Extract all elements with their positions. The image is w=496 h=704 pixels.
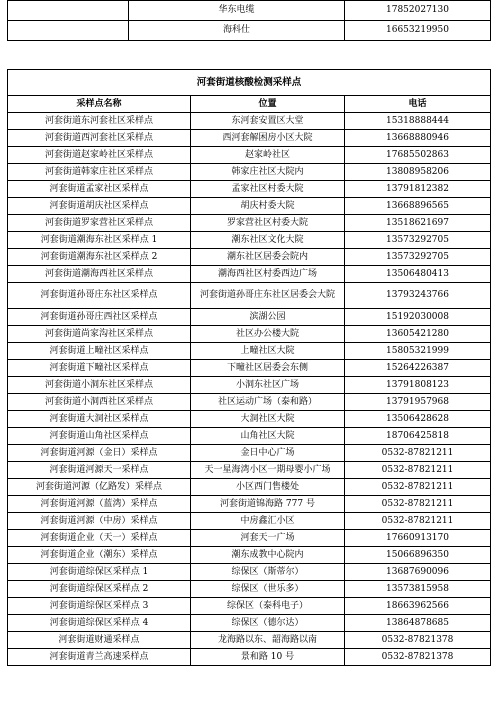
cell-location: 河套街道孙哥庄东社区居委会大院 (191, 283, 345, 309)
cell-name: 河套街道山角社区采样点 (8, 428, 191, 445)
table-row (8, 530, 491, 547)
cell-phone: 13791812382 (345, 181, 491, 198)
cell-name: 河套街道下疃社区采样点 (8, 360, 191, 377)
cell-location: 潮东社区文化大院 (191, 232, 345, 249)
table-row (8, 164, 491, 181)
cell-phone: 13573292705 (345, 249, 491, 266)
table-row (8, 113, 491, 130)
cell-location: 滨湖公园 (191, 309, 345, 326)
table-row (8, 445, 491, 462)
cell-location: 景和路 10 号 (191, 649, 345, 666)
sampling-points-table (7, 69, 491, 666)
cell-phone: 13605421280 (345, 326, 491, 343)
table-row (8, 547, 491, 564)
cell-name: 河套街道河源天一采样点 (8, 462, 191, 479)
cell-location: 潮东成教中心院内 (191, 547, 345, 564)
table-row (8, 496, 491, 513)
cell-phone: 13668880946 (345, 130, 491, 147)
cell-phone: 0532-87821378 (345, 632, 491, 649)
table-row (8, 649, 491, 666)
top-row (8, 21, 491, 41)
cell-location: 韩家庄社区大院内 (191, 164, 345, 181)
cell-location: 金日中心广场 (191, 445, 345, 462)
table-row (8, 181, 491, 198)
cell-name: 河套街道赵家岭社区采样点 (8, 147, 191, 164)
cell-phone: 18663962566 (345, 598, 491, 615)
table-row (8, 411, 491, 428)
cell-location: 龙海路以东、韶海路以南 (191, 632, 345, 649)
cell-name: 河套街道小洞西社区采样点 (8, 394, 191, 411)
top-row (8, 1, 491, 21)
cell-phone: 18706425818 (345, 428, 491, 445)
cell-location: 罗家营社区村委大院 (191, 215, 345, 232)
cell-name: 河套街道尚家沟社区采样点 (8, 326, 191, 343)
header-location: 位置 (191, 96, 345, 113)
cell-location: 大洞社区大院 (191, 411, 345, 428)
cell-location: 东河套安置区大堂 (191, 113, 345, 130)
cell-phone: 17685502863 (345, 147, 491, 164)
cell-phone: 13791957968 (345, 394, 491, 411)
table-row (8, 513, 491, 530)
cell-name: 河套街道河源（亿路发）采样点 (8, 479, 191, 496)
top-empty-cell (8, 1, 129, 21)
cell-phone: 15264226387 (345, 360, 491, 377)
table-row (8, 564, 491, 581)
cell-name: 河套街道孙哥庄东社区采样点 (8, 283, 191, 309)
cell-phone: 15192030008 (345, 309, 491, 326)
cell-name: 河套街道潮海西社区采样点 (8, 266, 191, 283)
top-name-cell: 海科仕 (129, 21, 345, 41)
cell-location: 综保区（泰科电子） (191, 598, 345, 615)
top-name-cell: 华东电缆 (129, 1, 345, 21)
table-row (8, 266, 491, 283)
cell-location: 西河套解困房小区大院 (191, 130, 345, 147)
cell-name: 河套街道孟家社区采样点 (8, 181, 191, 198)
cell-name: 河套街道企业（潮东）采样点 (8, 547, 191, 564)
cell-phone: 13573815958 (345, 581, 491, 598)
top-empty-cell (8, 21, 129, 41)
cell-phone: 0532-87821211 (345, 462, 491, 479)
table-row (8, 147, 491, 164)
cell-location: 山角社区大院 (191, 428, 345, 445)
cell-phone: 13518621697 (345, 215, 491, 232)
cell-phone: 15066896350 (345, 547, 491, 564)
cell-name: 河套街道河源（中房）采样点 (8, 513, 191, 530)
table-row (8, 377, 491, 394)
table-row (8, 360, 491, 377)
cell-phone: 0532-87821211 (345, 445, 491, 462)
cell-name: 河套街道上疃社区采样点 (8, 343, 191, 360)
cell-name: 河套街道综保区采样点 4 (8, 615, 191, 632)
cell-location: 河套街道锦海路 777 号 (191, 496, 345, 513)
table-row (8, 428, 491, 445)
cell-location: 潮海西社区村委西边广场 (191, 266, 345, 283)
cell-location: 综保区（德尔达） (191, 615, 345, 632)
cell-location: 小区西门售楼处 (191, 479, 345, 496)
table-row (8, 462, 491, 479)
cell-phone: 15318888444 (345, 113, 491, 130)
cell-location: 胡庆村委大院 (191, 198, 345, 215)
header-name: 采样点名称 (8, 96, 191, 113)
table-row (8, 232, 491, 249)
cell-location: 小洞东社区广场 (191, 377, 345, 394)
cell-name: 河套街道胡庆社区采样点 (8, 198, 191, 215)
cell-name: 河套街道小洞东社区采样点 (8, 377, 191, 394)
cell-location: 河套天一广场 (191, 530, 345, 547)
cell-phone: 13808958206 (345, 164, 491, 181)
cell-phone: 17660913170 (345, 530, 491, 547)
top-phone-cell: 17852027130 (345, 1, 491, 21)
cell-phone: 0532-87821211 (345, 496, 491, 513)
cell-location: 综保区（斯蒂尔） (191, 564, 345, 581)
cell-name: 河套街道河源（金日）采样点 (8, 445, 191, 462)
cell-location: 天一星海湾小区一期母婴小广场 (191, 462, 345, 479)
cell-name: 河套街道罗家营社区采样点 (8, 215, 191, 232)
cell-name: 河套街道综保区采样点 2 (8, 581, 191, 598)
cell-phone: 0532-87821211 (345, 513, 491, 530)
cell-phone: 13668896565 (345, 198, 491, 215)
cell-name: 河套街道综保区采样点 1 (8, 564, 191, 581)
cell-name: 河套街道潮海东社区采样点 1 (8, 232, 191, 249)
table-row (8, 632, 491, 649)
cell-name: 河套街道孙哥庄西社区采样点 (8, 309, 191, 326)
table-row (8, 130, 491, 147)
cell-phone: 13506480413 (345, 266, 491, 283)
cell-location: 综保区（世乐多） (191, 581, 345, 598)
cell-location: 上疃社区大院 (191, 343, 345, 360)
cell-phone: 0532-87821378 (345, 649, 491, 666)
cell-name: 河套街道青兰高速采样点 (8, 649, 191, 666)
table-row (8, 479, 491, 496)
cell-phone: 13506428628 (345, 411, 491, 428)
cell-name: 河套街道韩家庄社区采样点 (8, 164, 191, 181)
cell-name: 河套街道企业（天一）采样点 (8, 530, 191, 547)
cell-location: 中房鑫汇小区 (191, 513, 345, 530)
cell-name: 河套街道东河套社区采样点 (8, 113, 191, 130)
top-contact-table (7, 0, 491, 41)
cell-location: 下疃社区居委会东侧 (191, 360, 345, 377)
table-row (8, 581, 491, 598)
cell-location: 社区办公楼大院 (191, 326, 345, 343)
cell-location: 赵家岭社区 (191, 147, 345, 164)
table-title: 河套街道核酸检测采样点 (8, 70, 491, 96)
cell-location: 潮东社区居委会院内 (191, 249, 345, 266)
cell-name: 河套街道潮海东社区采样点 2 (8, 249, 191, 266)
cell-phone: 13791808123 (345, 377, 491, 394)
table-row (8, 215, 491, 232)
cell-phone: 13793243766 (345, 283, 491, 309)
cell-phone: 13864878685 (345, 615, 491, 632)
cell-name: 河套街道河源（蓝湾）采样点 (8, 496, 191, 513)
header-phone: 电话 (345, 96, 491, 113)
cell-name: 河套街道西河套社区采样点 (8, 130, 191, 147)
cell-phone: 13573292705 (345, 232, 491, 249)
cell-location: 孟家社区村委大院 (191, 181, 345, 198)
table-row (8, 598, 491, 615)
table-row (8, 615, 491, 632)
cell-phone: 13687690096 (345, 564, 491, 581)
table-row (8, 343, 491, 360)
table-row (8, 249, 491, 266)
cell-name: 河套街道综保区采样点 3 (8, 598, 191, 615)
table-row (8, 326, 491, 343)
table-row (8, 283, 491, 309)
top-phone-cell: 16653219950 (345, 21, 491, 41)
table-row (8, 309, 491, 326)
cell-phone: 15805321999 (345, 343, 491, 360)
cell-phone: 0532-87821211 (345, 479, 491, 496)
table-row (8, 394, 491, 411)
table-row (8, 198, 491, 215)
cell-location: 社区运动广场（泰和路） (191, 394, 345, 411)
cell-name: 河套街道大洞社区采样点 (8, 411, 191, 428)
cell-name: 河套街道财通采样点 (8, 632, 191, 649)
